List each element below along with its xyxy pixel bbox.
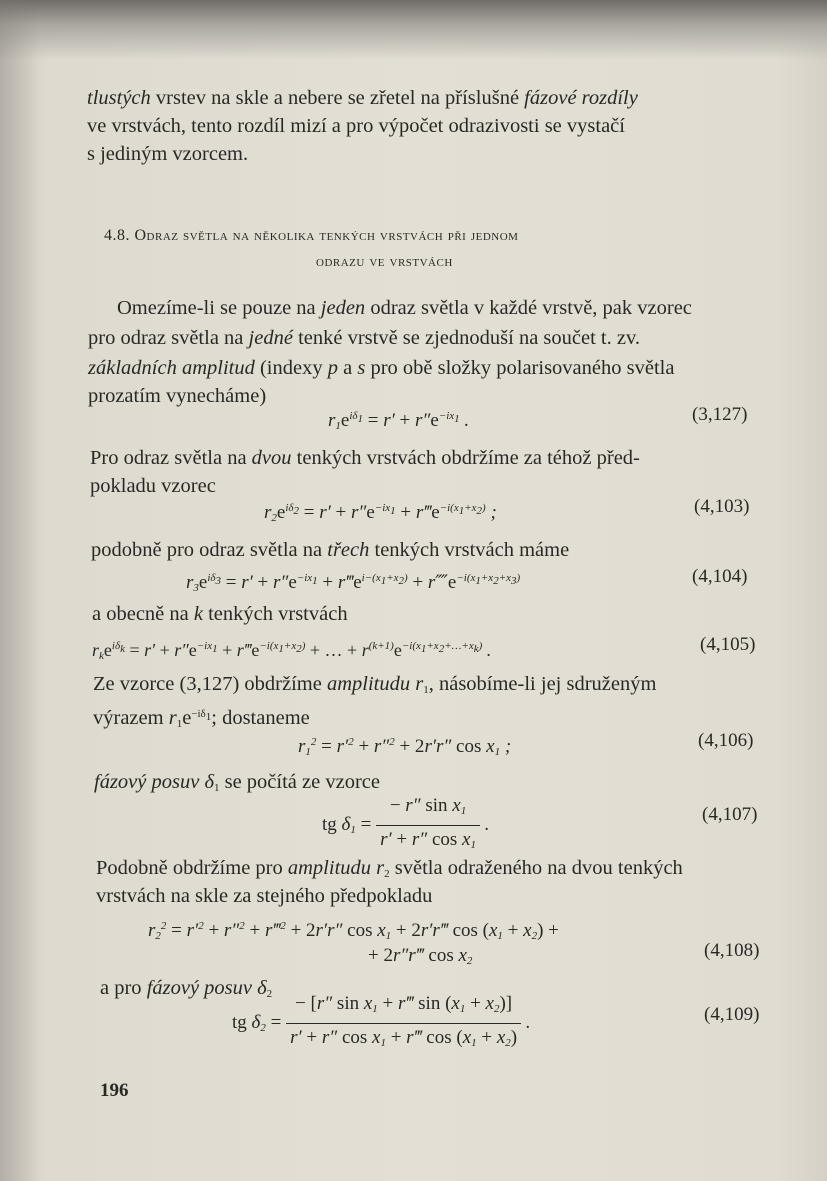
p4-line	[92, 602, 348, 626]
p1-italic: základních amplitud	[88, 357, 255, 379]
p7-line-2: vrstvách na skle za stejného předpokladu	[96, 885, 433, 907]
equation-4-104: $r_3e^{i\delta_3} = r' + r''e^{-ix_1}$ + $r‴e^{i-(x_1+x_2)}$ + $r⁗e^{-i(x_1+x_2+x_3)}$	[186, 572, 521, 594]
equation-4-103: $r_2e^{i\delta_2} = r' + r''e^{-ix_1}$ + $r‴e^{-i(x_1+x_2)}$ ;	[264, 502, 497, 524]
p2-text: Pro odraz světla na	[90, 447, 252, 469]
p7-text: světla odraženého na dvou tenkých	[389, 857, 683, 879]
p6-italic: δ	[199, 771, 214, 793]
p5-text: výrazem	[93, 707, 169, 729]
p5-text: , násobíme-li jej sdruženým	[428, 673, 657, 695]
p8-italic: δ	[252, 977, 267, 999]
p1-line-2	[88, 326, 640, 350]
equation-4-108-line-2: + 2r″r‴ $\cos x_2$	[368, 945, 473, 967]
p1-text: Omezíme-li se pouze na	[117, 297, 321, 319]
intro-phase-diff: fázové rozdíly	[524, 87, 638, 109]
p5-italic: amplitudu	[326, 673, 411, 695]
p5-text: Ze vzorce (3,127) obdržíme	[93, 673, 327, 695]
p3-text: tenkých vrstvách máme	[369, 539, 570, 561]
equation-number: (4,109)	[704, 1004, 760, 1025]
intro-word-italic: tlustých	[87, 87, 151, 109]
equation-number: (4,104)	[692, 566, 748, 587]
intro-line-1	[87, 86, 638, 110]
p7-text: Podobně obdržíme pro	[96, 857, 288, 879]
equation-4-108-line-1: $r_2^2 = r'^2 + r''^2$ + r‴$^2$ + 2r′r″ $\cos x_1$ + 2r′r‴ $\cos (x_1 + x_2)$ +	[148, 920, 559, 942]
p1-text: odraz světla v každé vrstvě, pak vzorec	[365, 297, 692, 319]
fraction: $\frac{- r'' \sin x_1}{r' + r'' \cos x_1}$	[376, 794, 480, 857]
p6-line: fázový posuv $\delta_1$ se počítá ze vzorce	[94, 771, 380, 794]
section-heading-line-2: odrazu ve vrstvách	[316, 253, 453, 270]
p2-italic: dvou	[251, 447, 292, 469]
p1-italic: jedné	[248, 327, 293, 349]
p1-text: pro obě složky polarisovaného světla	[365, 357, 675, 379]
p1-line-1	[117, 296, 692, 320]
p8-text: a pro	[100, 977, 147, 999]
equation-4-109: tg $\delta_2$ = $\frac{- [r'' \sin x_1 + r‴ \sin (x_1 + x_2)]}{r' + r'' \cos x_1 + r‴ \cos (x_1 + x_2)}$ .	[232, 992, 531, 1055]
equation-4-106: $r_1^2 = r'^2 + r''^2 + 2r'r''$ $\cos x_1$ ;	[298, 736, 512, 758]
scan-shadow-left	[0, 0, 40, 1181]
equation-number: (4,103)	[694, 496, 750, 517]
equation-number: (4,108)	[704, 940, 760, 961]
p1-line-4: prozatím vynecháme)	[88, 385, 267, 407]
p1-text: (indexy	[254, 357, 328, 379]
equation-3-127: $r_1e^{i\delta_1} = r' + r''e^{-ix_1}$ .	[328, 410, 470, 432]
p2-text: tenkých vrstvách obdržíme za téhož před-	[291, 447, 640, 469]
p1-line-3	[88, 356, 674, 380]
p6-text: se počítá ze vzorce	[219, 771, 380, 793]
p4-text: tenkých vrstvách	[202, 603, 348, 625]
p7-line-1: Podobně obdržíme pro amplitudu $r_2$ světla odraženého na dvou tenkých	[96, 857, 683, 880]
p5-italic: r	[410, 673, 424, 695]
section-heading-line-1: 4.8. Odraz světla na několika tenkých vrstvách při jednom	[104, 227, 519, 244]
p1-text: pro odraz světla na	[88, 327, 249, 349]
intro-text: vrstev na skle a nebere se zřetel na příslušné	[150, 87, 525, 109]
p1-italic: jeden	[320, 297, 366, 319]
p5-text: ; dostaneme	[211, 707, 310, 729]
scan-shadow-top	[0, 0, 827, 60]
p5-line-2: výrazem $r_1e^{-i\delta_1}$; dostaneme	[93, 707, 310, 730]
equation-4-105: $r_ke^{i\delta_k} = r' + r''e^{-ix_1}$ + $r‴e^{-i(x_1+x_2)}$ + … + $r^{(k+1)}e^{-i(x_1+x_2+\dots+x_k)}$ .	[92, 640, 492, 662]
p5-line-1: Ze vzorce (3,127) obdržíme amplitudu $r_1$, násobíme-li jej sdruženým	[93, 673, 657, 696]
equation-4-107: tg $\delta_1$ = $\frac{- r'' \sin x_1}{r' + r'' \cos x_1}$ .	[322, 794, 489, 857]
equation-number: (4,105)	[700, 634, 756, 655]
p7-italic: amplitudu	[287, 857, 372, 879]
equation-number: (4,106)	[698, 730, 754, 751]
p1-italic: s	[357, 357, 366, 379]
p3-line	[91, 538, 569, 562]
intro-line-2: ve vrstvách, tento rozdíl mizí a pro výpočet odrazivosti se vystačí	[87, 115, 625, 137]
fraction: $\frac{- [r'' \sin x_1 + r‴ \sin (x_1 + x_2)]}{r' + r'' \cos x_1 + r‴ \cos (x_1 + x_2)}$	[286, 992, 521, 1055]
p2-line-1	[90, 446, 640, 470]
p6-italic: fázový posuv	[94, 771, 200, 793]
p4-italic: k	[193, 603, 203, 625]
page-number: 196	[100, 1080, 129, 1101]
equation-number: (4,107)	[702, 804, 758, 825]
p8-italic: fázový posuv	[146, 977, 253, 999]
intro-line-3: s jediným vzorcem.	[87, 143, 249, 165]
p2-line-2: pokladu vzorec	[90, 475, 216, 497]
p3-text: podobně pro odraz světla na	[91, 539, 328, 561]
p1-text: tenké vrstvě se zjednoduší na součet t. zv.	[292, 327, 641, 349]
p1-italic: p	[327, 357, 338, 379]
p3-italic: třech	[327, 539, 370, 561]
p1-text: a	[337, 357, 358, 379]
p4-text: a obecně na	[92, 603, 194, 625]
p8-line: a pro fázový posuv $\delta_2$	[100, 977, 273, 1000]
equation-number: (3,127)	[692, 404, 748, 425]
